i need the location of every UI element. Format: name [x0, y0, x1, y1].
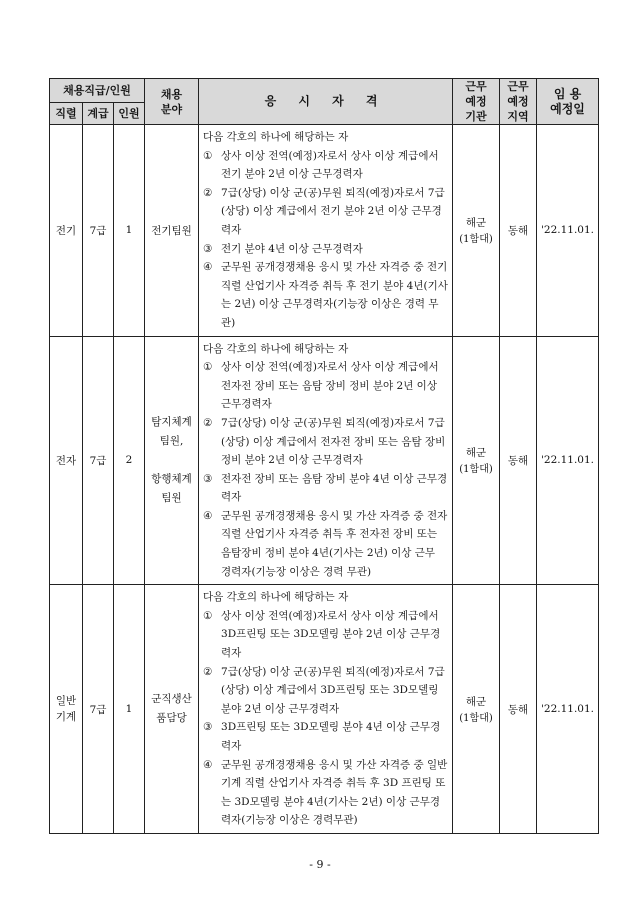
item-marker: ④	[203, 758, 213, 771]
header-agency: 근무 예정 기관	[453, 79, 500, 125]
item-marker: ④	[203, 261, 213, 274]
item-text: 군무원 공개경쟁채용 응시 및 가산 자격증 중 전기직렬 산업기사 자격증 취득 후 전기 분야 4년(기사는 2년) 이상 근무경력자(기능장 이상은 경력 무관)	[221, 261, 448, 329]
table-row	[50, 585, 599, 834]
item-text: 상사 이상 전역(예정)자로서 상사 이상 계급에서 전기 분야 2년 이상 근무경력자	[221, 149, 439, 181]
qualification-item	[203, 718, 448, 755]
qualification-item	[203, 507, 448, 581]
table-row	[50, 336, 599, 585]
grade-cell: 7급	[83, 125, 114, 337]
agency-cell	[453, 125, 500, 337]
qualification-intro: 다음 각호의 하나에 해당하는 자	[203, 131, 349, 143]
grade-cell: 7급	[83, 336, 114, 585]
item-text: 7급(상당) 이상 군(공)무원 퇴직(예정)자로서 7급(상당) 이상 계급에서 전자전 장비 또는 음탐 장비 정비 분야 2년 이상 근무경력자	[221, 416, 446, 467]
header-job-type: 직렬	[50, 102, 83, 125]
agency-cell	[453, 336, 500, 585]
qualification-item	[203, 470, 448, 507]
header-position-count: 채용직급/인원	[50, 79, 145, 103]
item-text: 상사 이상 전역(예정)자로서 상사 이상 계급에서 전자전 장비 또는 음탐 장비 정비 분야 2년 이상 근무경력자	[221, 361, 439, 411]
item-text: 7급(상당) 이상 군(공)무원 퇴직(예정)자로서 7급(상당) 이상 계급에서 3D프린팅 또는 3D모델링 분야 2년 이상 근무경력자	[221, 665, 445, 715]
qualification-item	[203, 663, 448, 719]
item-marker: ③	[203, 242, 213, 255]
item-marker: ①	[203, 609, 213, 622]
table-row	[50, 125, 599, 337]
job-type-cell: 전자	[50, 336, 83, 585]
qualification-item	[203, 756, 448, 830]
date-cell: '22.11.01.	[537, 585, 599, 834]
item-text: 군무원 공개경쟁채용 응시 및 가산 자격증 중 전자 직렬 산업기사 자격증 취득 후 전자전 장비 또는 음탐장비 정비 분야 4년(기사는 2년) 이상 근무 경력자(기능장 이상은 경력 무관)	[221, 509, 448, 578]
qualification-item	[203, 358, 448, 414]
agency-name: 해군	[465, 447, 487, 460]
header-qualification: 응 시 자 격	[199, 79, 453, 125]
header-grade: 계급	[83, 102, 114, 125]
qualification-item	[203, 414, 448, 470]
field-cell: 전기팀원	[145, 125, 199, 337]
qualification-intro: 다음 각호의 하나에 해당하는 자	[203, 591, 349, 604]
qualification-item	[203, 240, 448, 259]
header-appointment: 임 용 예정일	[537, 79, 599, 125]
item-marker: ③	[203, 721, 213, 734]
item-text: 전자전 장비 또는 음탐 장비 분야 4년 이상 근무경력자	[221, 472, 448, 504]
item-text: 전기 분야 4년 이상 근무경력자	[221, 242, 363, 255]
job-type-cell: 전기	[50, 125, 83, 337]
qualification-intro: 다음 각호의 하나에 해당하는 자	[203, 342, 349, 355]
region-cell: 동해	[500, 125, 537, 337]
header-field: 채용 분야	[145, 79, 199, 125]
item-marker: ②	[203, 665, 213, 678]
item-marker: ①	[203, 149, 213, 162]
region-cell: 동해	[500, 336, 537, 585]
item-marker: ③	[203, 472, 213, 485]
item-marker: ④	[203, 509, 213, 522]
qualification-item	[203, 147, 448, 184]
recruitment-table	[49, 78, 599, 834]
region-cell: 동해	[500, 585, 537, 834]
field-cell: 탐지체계 팀원, 항행체계 팀원	[145, 336, 199, 585]
agency-name: 해군	[465, 696, 487, 709]
qualification-item	[203, 184, 448, 240]
count-cell: 1	[114, 585, 145, 834]
job-type-cell: 일반 기계	[50, 585, 83, 834]
count-cell: 2	[114, 336, 145, 585]
item-marker: ②	[203, 416, 213, 429]
item-text: 7급(상당) 이상 군(공)무원 퇴직(예정)자로서 7급(상당) 이상 계급에서 전기 분야 2년 이상 근무경력자	[221, 186, 445, 236]
header-row-top	[50, 79, 599, 103]
qualification-cell	[199, 585, 453, 834]
agency-name: 해군	[465, 217, 487, 230]
qualification-cell	[199, 336, 453, 585]
item-text: 상사 이상 전역(예정)자로서 상사 이상 계급에서 3D프린팅 또는 3D모델링 분야 2년 이상 근무경력자	[221, 609, 441, 660]
item-marker: ②	[203, 186, 213, 199]
agency-cell	[453, 585, 500, 834]
date-cell: '22.11.01.	[537, 336, 599, 585]
page-number: - 9 -	[309, 858, 331, 871]
field-cell: 군직생산 품담당	[145, 585, 199, 834]
header-region: 근무 예정 지역	[500, 79, 537, 125]
count-cell: 1	[114, 125, 145, 337]
qualification-item	[203, 607, 448, 663]
date-cell: '22.11.01.	[537, 125, 599, 337]
qualification-item	[203, 258, 448, 332]
agency-unit: (1함대)	[459, 713, 493, 725]
header-count: 인원	[114, 102, 145, 125]
item-marker: ①	[203, 361, 213, 374]
item-text: 3D프린팅 또는 3D모델링 분야 4년 이상 근무경력자	[221, 721, 441, 752]
qualification-cell	[199, 125, 453, 337]
item-text: 군무원 공개경쟁채용 응시 및 가산 자격증 중 일반기계 직렬 산업기사 자격증 취득 후 3D 프린팅 또는 3D모델링 분야 4년(기사는 2년) 이상 근무경력자(기능장 이상은 경력무관)	[221, 758, 448, 827]
grade-cell: 7급	[83, 585, 114, 834]
agency-unit: (1함대)	[459, 234, 493, 246]
agency-unit: (1함대)	[459, 464, 493, 476]
